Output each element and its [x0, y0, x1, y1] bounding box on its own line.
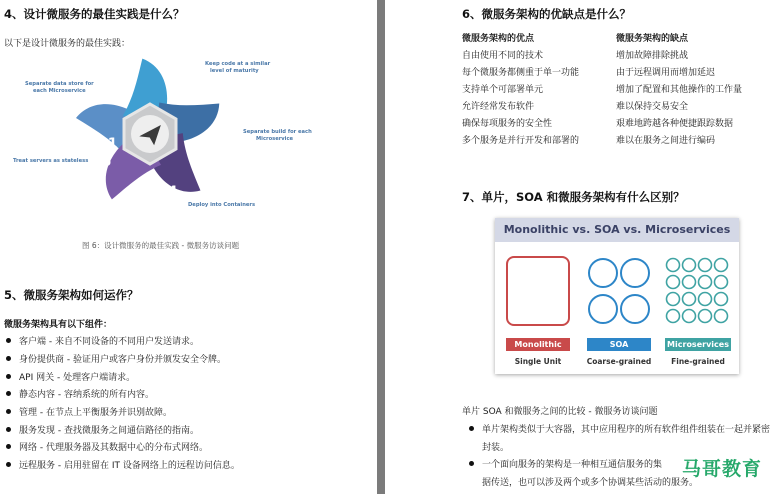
list-item: 客户端 - 来自不同设备的不同用户发送请求。: [19, 337, 199, 347]
bullet: [6, 444, 11, 449]
cons-item: 艰难地跨越各种便捷跟踪数据: [616, 119, 734, 129]
petal-01-label-1: Separate data store for: [25, 81, 94, 87]
list-item: 静态内容 - 容纳系统的所有内容。: [19, 390, 154, 400]
bullet: [469, 461, 474, 466]
petal-03-label-2: Microservice: [256, 136, 294, 142]
microservices-label: Microservices: [665, 338, 731, 351]
q5-title: 5、微服务架构如何运作？: [4, 288, 139, 302]
soa-subtitle: Coarse-grained: [586, 357, 652, 366]
cons-item: 增加故障排除挑战: [616, 51, 689, 61]
pros-item: 允许经常发布软件: [462, 102, 535, 112]
list-item: 远程服务 - 启用驻留在 IT 设备网络上的远程访问信息。: [19, 461, 240, 471]
pros-item: 每个微服务都侧重于单一功能: [462, 68, 580, 78]
pros-column: [462, 31, 579, 150]
soa-label: SOA: [587, 338, 651, 351]
comparison-item-1-line-2: 封装。: [482, 443, 510, 453]
petal-05-label: Treat servers as stateless: [13, 158, 89, 164]
bullet: [6, 338, 11, 343]
petal-02-label-1: Keep code at a similar: [205, 61, 271, 67]
microservices-circles: [665, 256, 731, 326]
diagram-title: Monolithic vs. SOA vs. Microservices: [495, 218, 739, 242]
cons-item: 难以在服务之间进行编码: [616, 136, 716, 146]
cons-item: 由于远程调用而增加延迟: [616, 68, 716, 78]
monolithic-box: [506, 256, 570, 326]
petal-03-label-1: Separate build for each: [243, 129, 312, 135]
petal-05-num: 05: [92, 154, 112, 170]
comparison-item-1-line-1: 单片架构类似于大容器，其中应用程序的所有软件组件组装在一起并紧密: [482, 425, 771, 435]
pros-item: 支持单个可部署单元: [462, 85, 544, 95]
pros-heading: 微服务架构的优点: [462, 34, 535, 44]
q6-title: 6、微服务架构的优缺点是什么？: [462, 7, 631, 21]
bullet: [469, 426, 474, 431]
list-item: API 网关 - 处理客户端请求。: [19, 373, 136, 383]
monolithic-subtitle: Single Unit: [514, 357, 562, 366]
petal-03-num: 03: [205, 132, 225, 148]
bullet: [6, 374, 11, 379]
architecture-comparison-diagram: [495, 218, 739, 374]
petal-04-num: 04: [158, 184, 178, 200]
q4-title: 4、设计微服务的最佳实践是什么？: [4, 7, 185, 21]
monolithic-label: Monolithic: [506, 338, 570, 351]
cons-heading: 微服务架构的缺点: [616, 34, 689, 44]
list-item: 管理 - 在节点上平衡服务并识别故障。: [19, 408, 172, 418]
comparison-item-2-line-1: 一个面向服务的架构是一种相互通信服务的集: [482, 460, 663, 470]
bullet: [6, 427, 11, 432]
q7-title: 7、单片，SOA 和微服务架构有什么区别？: [462, 190, 685, 204]
bullet: [6, 391, 11, 396]
q5-components-heading: 微服务架构具有以下组件：: [4, 320, 113, 330]
cons-item: 增加了配置和其他操作的工作量: [616, 85, 743, 95]
microservices-subtitle: Fine-grained: [671, 357, 725, 366]
cons-item: 难以保持交易安全: [616, 102, 689, 112]
petal-02-label-2: level of maturity: [210, 68, 259, 74]
best-practices-figure: [0, 52, 377, 227]
bullet: [6, 462, 11, 467]
bullet: [6, 409, 11, 414]
petal-02-num: 02: [170, 70, 190, 86]
pros-item: 自由使用不同的技术: [462, 51, 544, 61]
list-item: 网络 - 代理服务器及其数据中心的分布式网络。: [19, 443, 208, 453]
comparison-caption: 单片 SOA 和微服务之间的比较 - 微服务访谈问题: [462, 407, 658, 417]
figure6-caption: 图 6：设计微服务的最佳实践 - 微服务访谈问题: [82, 241, 240, 250]
q4-intro: 以下是设计微服务的最佳实践：: [4, 39, 131, 49]
left-page: [0, 0, 377, 494]
list-item: 身份提供商 - 验证用户或客户身份并颁发安全令牌。: [19, 355, 226, 365]
comparison-item-2-line-2: 据传送，也可以涉及两个或多个协调某些活动的服务。: [482, 478, 699, 488]
petal-01-label-2: each Microservice: [33, 88, 86, 94]
watermark-logo: 马哥教育: [681, 458, 762, 480]
list-item: 服务发现 - 查找微服务之间通信路径的指南。: [19, 426, 199, 436]
right-page: [385, 0, 780, 494]
bullet: [6, 356, 11, 361]
petal-04-label: Deploy into Containers: [188, 202, 256, 208]
soa-circles: [587, 256, 651, 326]
pros-item: 多个服务是并行开发和部署的: [462, 136, 580, 146]
cons-column: [616, 31, 742, 150]
petal-01-num: 01: [98, 136, 118, 152]
pros-item: 确保每项服务的安全性: [462, 119, 553, 129]
